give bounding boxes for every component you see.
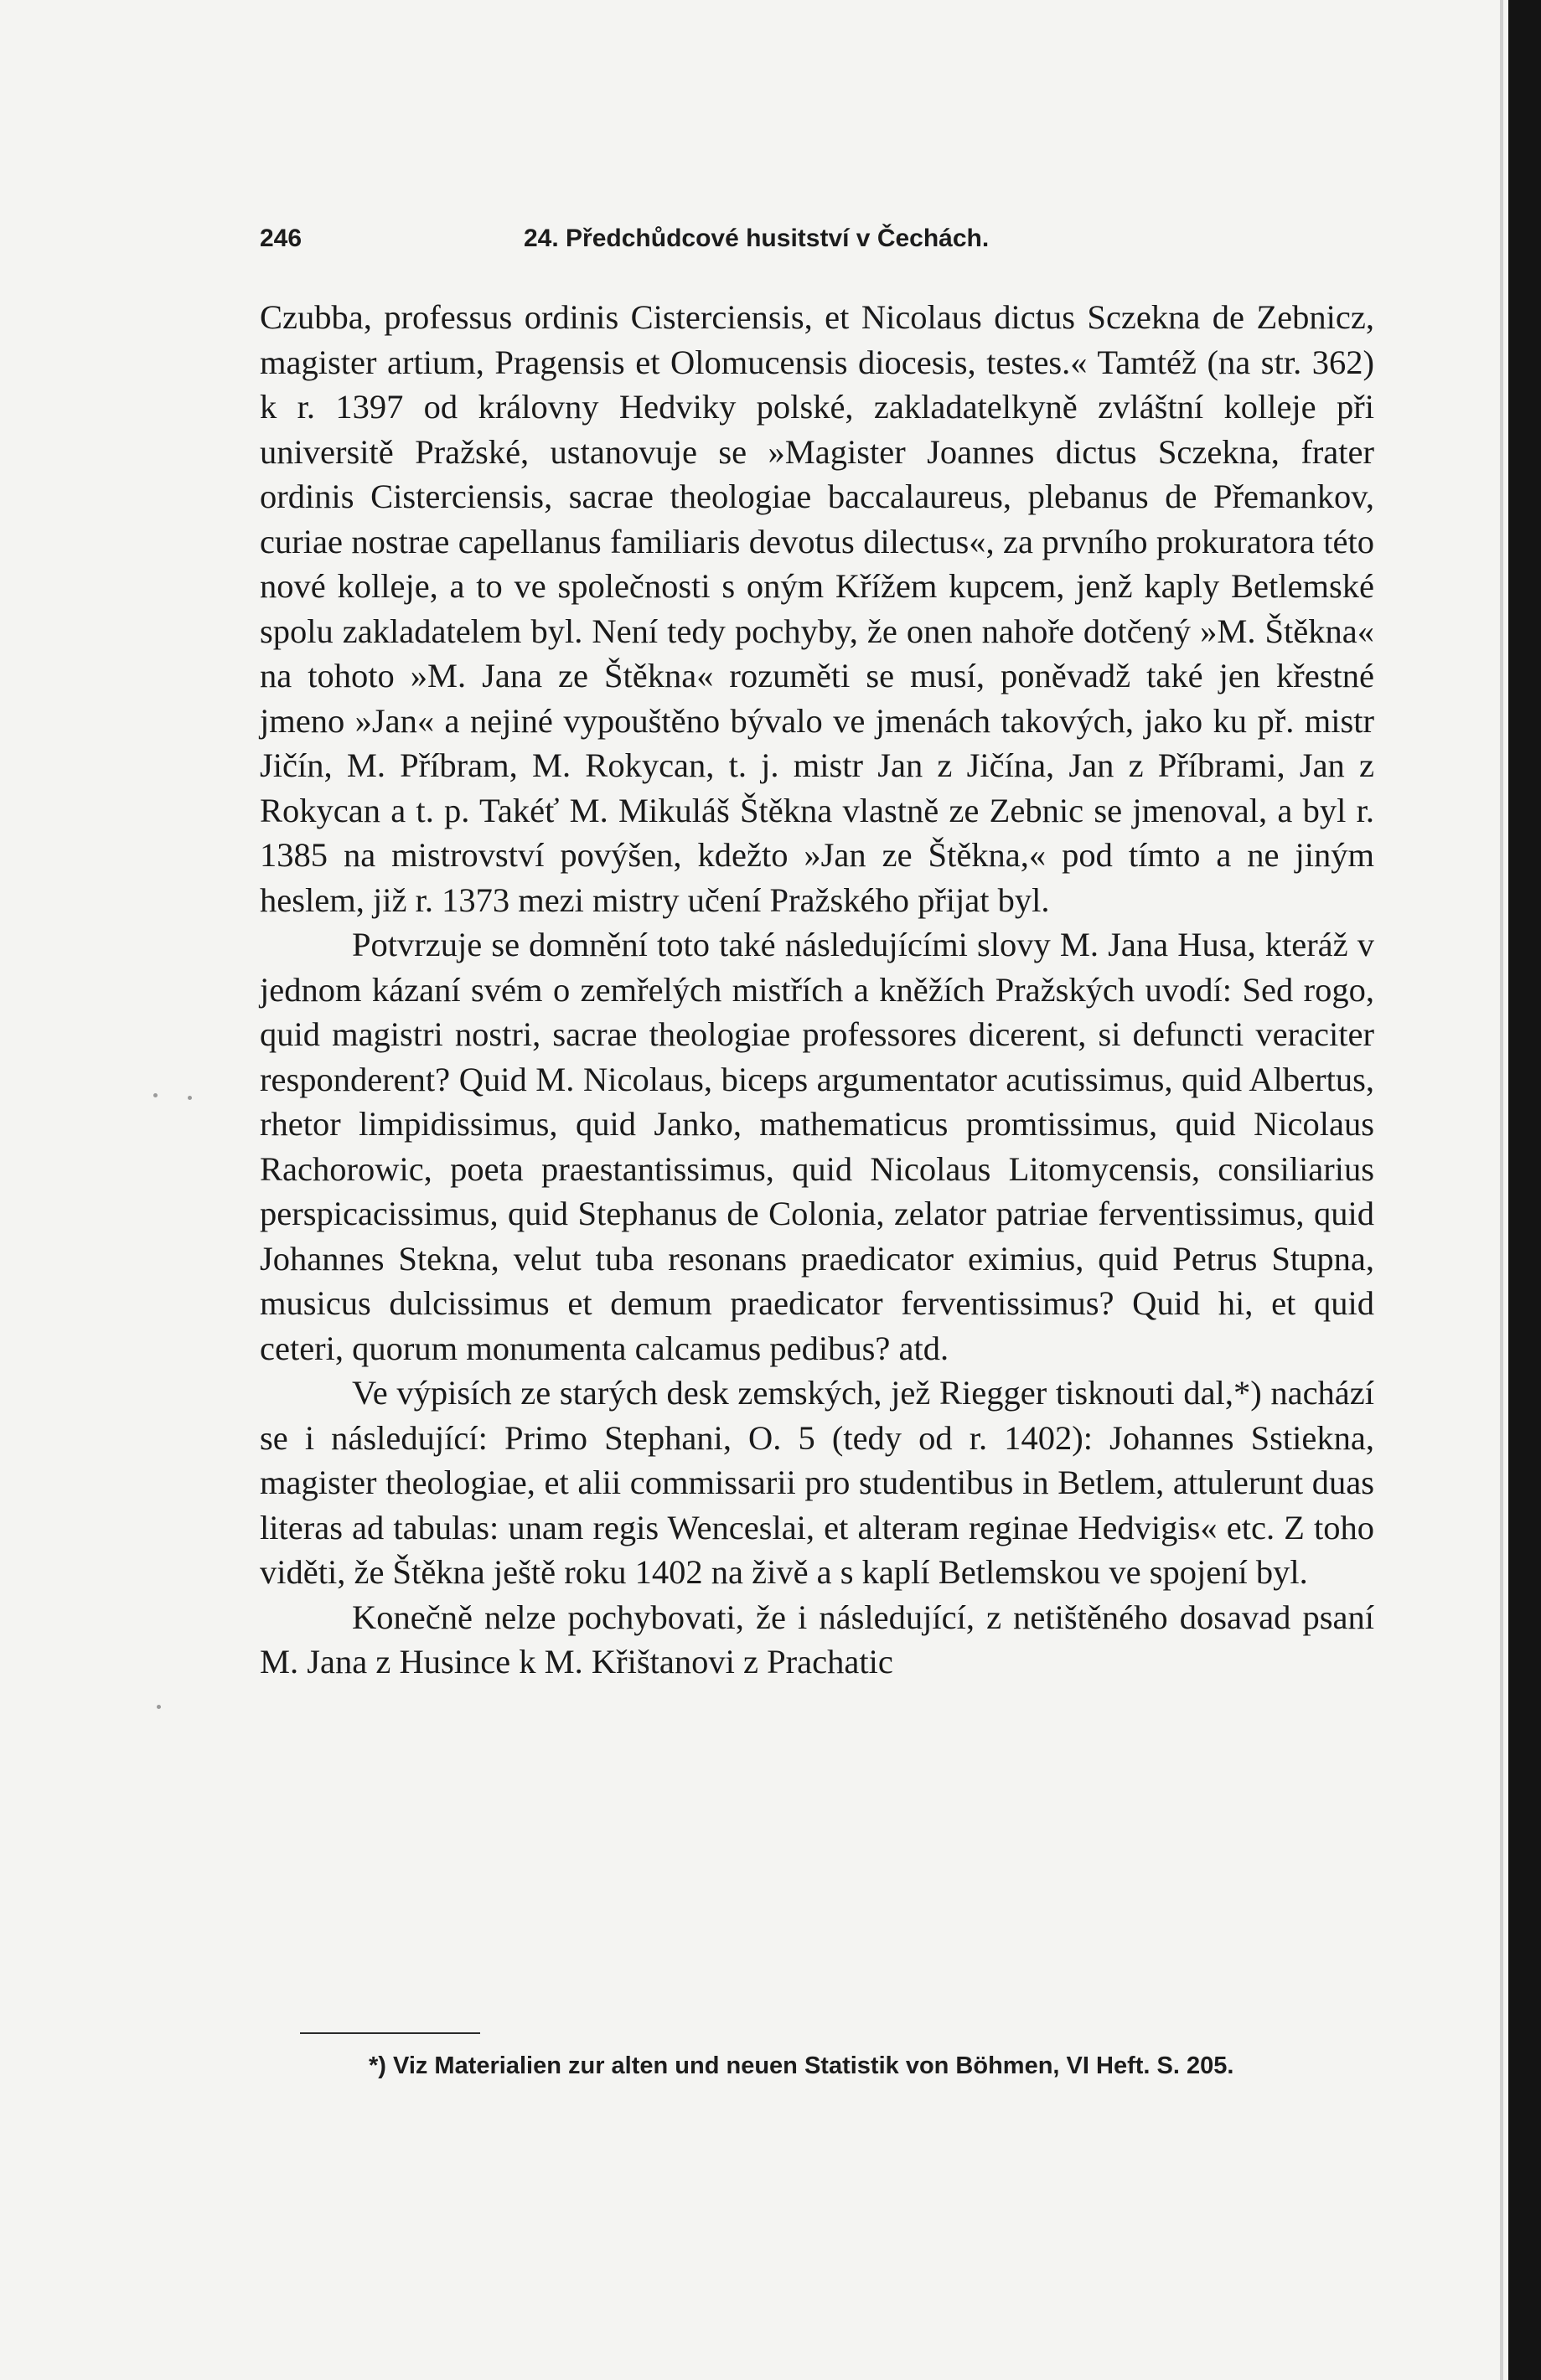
footnote: *) Viz Materialien zur alten und neuen Statistik von Böhmen, VI Heft. S. 205. (369, 2052, 1234, 2079)
paragraph-3: Ve výpisích ze starých desk zemských, jež Riegger tisknouti dal,*) nachází se i následující: Primo Stephani, O. 5 (tedy od r. 1402): Johannes Sstiekna, magister theologiae, et alii commissarii pro studentibus in Betlem, attulerunt duas literas ad tabulas: unam regis Wenceslai, et alteram reginae Hedvigis« etc. Z toho viděti, že Štěkna ještě roku 1402 na živě a s kaplí Betlemskou ve spojení byl. (260, 1374, 1374, 1591)
footnote-rule (300, 2032, 480, 2034)
page-edge-line (1500, 0, 1503, 2380)
paper-speck (157, 1705, 161, 1709)
paragraph-1: Czubba, professus ordinis Cisterciensis, et Nicolaus dictus Sczekna de Zebnicz, magister artium, Pragensis et Olomucensis diocesis, testes.« Tamtéž (na str. 362) k r. 1397 od královny Hedviky polské, zakladatelkyně zvláštní kolleje při universitě Pražské, ustanovuje se »Magister Joannes dictus Sczekna, frater ordinis Cisterciensis, sacrae theologiae baccalaureus, plebanus de Přemankov, curiae nostrae capellanus familiaris devotus dilectus«, za prvního prokuratora této nové kolleje, a to ve společnosti s oným Křížem kupcem, jenž kaply Betlemské spolu zakladatelem byl. Není tedy pochyby, že onen nahoře dotčený »M. Štěkna« na tohoto »M. Jana ze Štěkna« rozuměti se musí, poněvadž také jen křestné jmeno »Jan« a nejiné vypouštěno bývalo ve jmenách takových, jako ku př. mistr Jičín, M. Příbram, M. Rokycan, t. j. mistr Jan z Jičína, Jan z Příbrami, Jan z Rokycan a t. p. Takéť M. Mikuláš Štěkna vlastně ze Zebnic se jmenoval, a byl r. 1385 na mistrovství povýšen, kdežto »Jan ze Štěkna,« pod tímto a ne jiným heslem, již r. 1373 mezi mistry učení Pražského přijat byl. (260, 298, 1374, 919)
running-title: 24. Předchůdcové husitství v Čechách. (524, 225, 990, 252)
page-dark-edge (1508, 0, 1541, 2380)
paper-speck (188, 1096, 192, 1100)
page-header (260, 225, 1374, 258)
paragraph-2: Potvrzuje se domnění toto také následujícími slovy M. Jana Husa, kteráž v jednom kázaní svém o zemřelých mistřích a kněžích Pražských uvodí: Sed rogo, quid magistri nostri, sacrae theologiae professores dicerent, si defuncti veraciter responderent? Quid M. Nicolaus, biceps argumentator acutissimus, quid Albertus, rhetor limpidissimus, quid Janko, mathematicus promtissimus, quid Nicolaus Rachorowic, poeta praestantissimus, quid Nicolaus Litomycensis, consiliarius perspicacissimus, quid Stephanus de Colonia, zelator patriae ferventissimus, quid Johannes Stekna, velut tuba resonans praedicator eximius, quid Petrus Stupna, musicus dulcissimus et demum praedicator ferventissimus? Quid hi, et quid ceteri, quorum monumenta calcamus pedibus? atd. (260, 926, 1374, 1367)
paragraph-4: Konečně nelze pochybovati, že i následující, z netištěného dosavad psaní M. Jana z Husince k M. Křištanovi z Prachatic (260, 1598, 1374, 1680)
page-number: 246 (260, 225, 303, 252)
paper-speck (153, 1093, 158, 1097)
body-text (260, 295, 1374, 1685)
